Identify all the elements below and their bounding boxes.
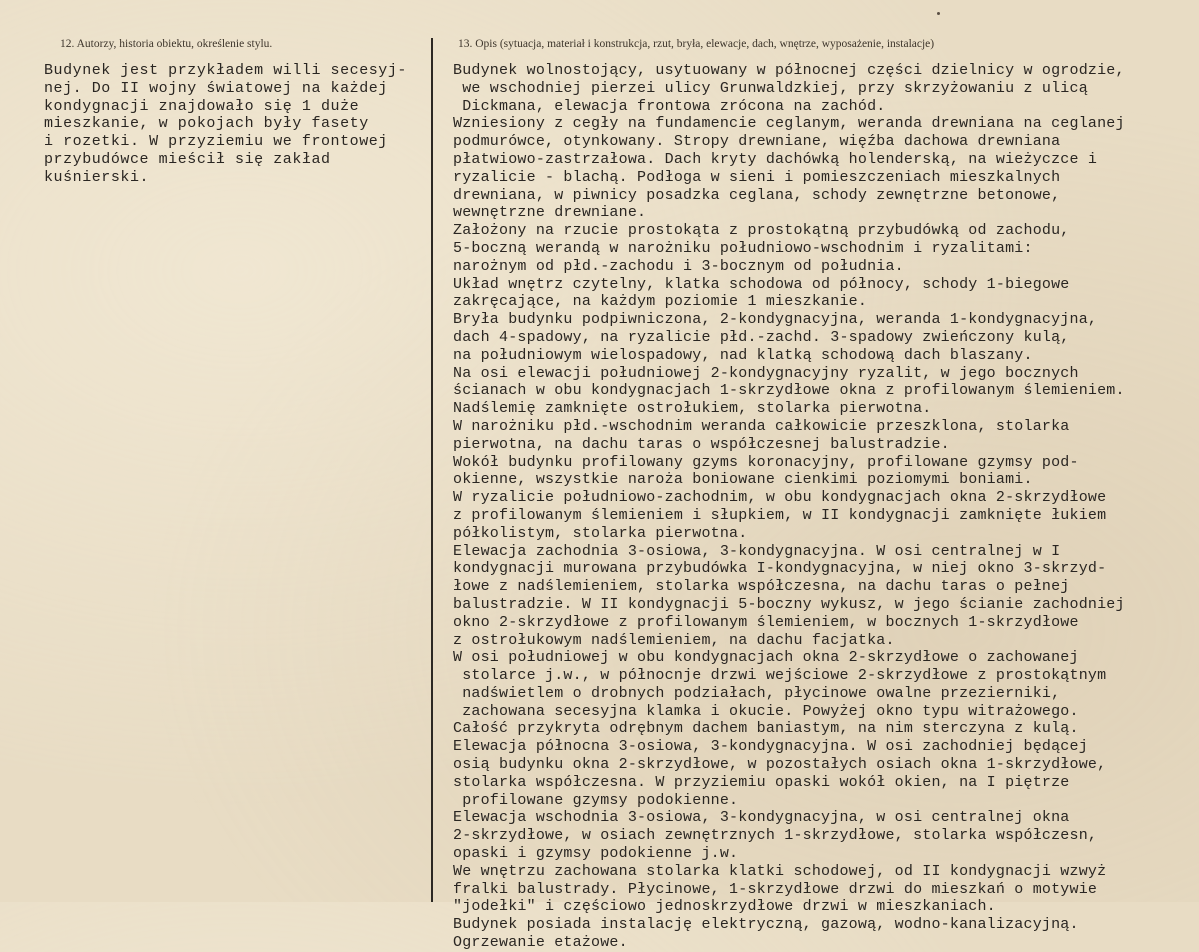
text-line: Na osi elewacji południowej 2-kondygnacyjny ryzalit, w jego bocznych (453, 364, 1079, 382)
text-line: Budynek jest przykładem willi secesyj- (44, 62, 407, 79)
text-line: łowe z nadślemieniem, stolarka współczesna, na dachu taras o pełnej (453, 578, 1070, 596)
text-line: W narożniku płd.-wschodnim weranda całkowicie przeszklona, stolarka (453, 417, 1070, 435)
text-line: Całość przykryta odrębnym dachem baniastym, na nim sterczyna z kulą. (453, 720, 1079, 738)
text-line: W ryzalicie południowo-zachodnim, w obu kondygnacjach okna 2-skrzydłowe (453, 489, 1107, 507)
text-line: 5-boczną werandą w narożniku południowo-wschodnim i ryzalitami: (453, 239, 1033, 257)
text-line: Elewacja zachodnia 3-osiowa, 3-kondygnacyjna. W osi centralnej w I (453, 542, 1061, 560)
text-line: płatwiowo-zastrzałowa. Dach kryty dachówką holenderską, na wieżyczce i (453, 150, 1098, 168)
text-line: Nadślemię zamknięte ostrołukiem, stolarka pierwotna. (453, 400, 932, 418)
text-line: nadświetlem o drobnych podziałach, płycinowe owalne przezierniki, (453, 684, 1061, 702)
text-line: zachowana secesyjna klamka i okucie. Powyżej okno typu witrażowego. (453, 702, 1079, 720)
text-line: fralki balustrady. Płycinowe, 1-skrzydłowe drzwi do mieszkań o motywie (453, 880, 1098, 898)
text-line: nej. Do II wojny światowej na każdej (44, 79, 388, 97)
text-line: We wnętrzu zachowana stolarka klatki schodowej, od II kondygnacji wzwyż (453, 862, 1107, 880)
text-line: z ostrołukowym nadślemieniem, na dachu facjatka. (453, 631, 895, 649)
text-line: Budynek wolnostojący, usytuowany w północnej części dzielnicy w ogrodzie, (453, 62, 1125, 79)
text-line: stolarce j.w., w północnje drzwi wejściowe 2-skrzydłowe z prostokątnym (453, 667, 1107, 685)
text-line: Wzniesiony z cegły na fundamencie ceglanym, weranda drewniana na ceglanej (453, 115, 1125, 133)
text-line: okienne, wszystkie naroża boniowane cienkimi poziomymi boniami. (453, 471, 1033, 489)
text-line: z profilowanym ślemieniem i słupkiem, w II kondygnacji zamknięte łukiem (453, 506, 1107, 524)
text-line: okno 2-skrzydłowe z profilowanym ślemieniem, w bocznych 1-skrzydłowe (453, 613, 1079, 631)
section-13-text (453, 62, 1125, 952)
text-line: "jodełki" i częściowo jednoskrzydłowe drzwi w mieszkaniach. (453, 898, 996, 916)
text-line: przybudówce mieścił się zakład (44, 150, 331, 168)
text-line: ścianach w obu kondygnacjach 1-skrzydłowe okna z profilowanym ślemieniem. (453, 382, 1125, 400)
text-line: Układ wnętrz czytelny, klatka schodowa od północy, schody 1-biegowe (453, 275, 1070, 293)
text-line: profilowane gzymsy podokienne. (453, 791, 739, 809)
text-line: osią budynku okna 2-skrzydłowe, w pozostałych osiach okna 1-skrzydłowe, (453, 756, 1107, 774)
text-line: wewnętrzne drewniane. (453, 204, 647, 222)
text-line: podmurówce, otynkowany. Stropy drewniane, więźba dachowa drewniana (453, 133, 1061, 151)
text-line: Bryła budynku podpiwniczona, 2-kondygnacyjna, weranda 1-kondygnacyjna, (453, 311, 1098, 329)
text-line: Dickmana, elewacja frontowa zrócona na zachód. (453, 97, 886, 115)
ink-speck (937, 12, 940, 15)
text-line: drewniana, w piwnicy posadzka ceglana, schody zewnętrzne betonowe, (453, 186, 1061, 204)
text-line: W osi południowej w obu kondygnacjach okna 2-skrzydłowe o zachowanej (453, 649, 1079, 667)
text-line: Budynek posiada instalację elektryczną, gazową, wodno-kanalizacyjną. (453, 916, 1079, 934)
text-line: we wschodniej pierzei ulicy Grunwaldzkiej, przy skrzyżowaniu z ulicą (453, 79, 1088, 97)
text-line: i rozetki. W przyziemiu we frontowej (44, 133, 388, 151)
text-line: na południowym wielospadowy, nad klatką schodową dach blaszany. (453, 346, 1033, 364)
text-line: ryzalicie - blachą. Podłoga w sieni i pomieszczeniach mieszkalnych (453, 168, 1061, 186)
text-line: kondygnacji murowana przybudówka I-kondygnacyjna, w niej okno 3-skrzyd- (453, 560, 1107, 578)
text-line: 2-skrzydłowe, w osiach zewnętrznych 1-skrzydłowe, stolarka współczesn, (453, 827, 1098, 845)
text-line: dach 4-spadowy, na ryzalicie płd.-zachd. 3-spadowy zwieńczony kulą, (453, 328, 1070, 346)
text-line: Ogrzewanie etażowe. (453, 934, 628, 952)
text-line: półkolistym, stolarka pierwotna. (453, 524, 748, 542)
text-line: Elewacja północna 3-osiowa, 3-kondygnacyjna. W osi zachodniej będącej (453, 738, 1088, 756)
text-line: pierwotna, na dachu taras o współczesnej balustradzie. (453, 435, 950, 453)
text-line: stolarka współczesna. W przyziemiu opaski wokół okien, na I piętrze (453, 773, 1070, 791)
section-13-heading: 13. Opis (sytuacja, materiał i konstrukcja, rzut, bryła, elewacje, dach, wnętrze, wyposażenie, instalacje) (458, 38, 935, 50)
text-line: opaski i gzymsy podokienne j.w. (453, 845, 739, 863)
text-line: kondygnacji znajdowało się 1 duże (44, 97, 360, 115)
text-line: mieszkanie, w pokojach były fasety (44, 115, 369, 133)
text-line: kuśnierski. (44, 168, 150, 186)
column-divider (431, 38, 433, 902)
text-line: Elewacja wschodnia 3-osiowa, 3-kondygnacyjna, w osi centralnej okna (453, 809, 1070, 827)
section-12-text (44, 62, 407, 187)
text-line: balustradzie. W II kondygnacji 5-boczny wykusz, w jego ścianie zachodniej (453, 595, 1125, 613)
section-12-heading: 12. Autorzy, historia obiektu, określenie stylu. (60, 38, 273, 50)
text-line: narożnym od płd.-zachodu i 3-bocznym od południa. (453, 257, 904, 275)
text-line: Wokół budynku profilowany gzyms koronacyjny, profilowane gzymsy pod- (453, 453, 1079, 471)
text-line: Założony na rzucie prostokąta z prostokątną przybudówką od zachodu, (453, 222, 1070, 240)
text-line: zakręcające, na każdym poziomie 1 mieszkanie. (453, 293, 868, 311)
